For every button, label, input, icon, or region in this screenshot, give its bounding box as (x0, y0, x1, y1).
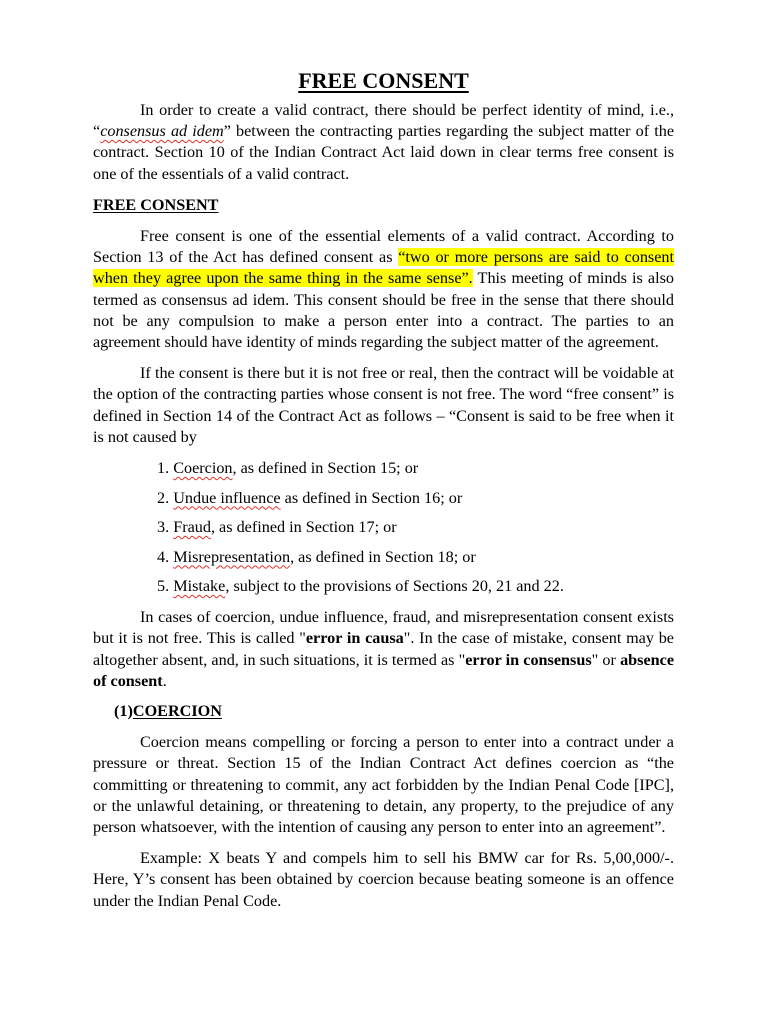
error-text-a: In cases of coercion, undue influence, fraud, and misrepresentation consent exists but it is not free. This is called " (93, 608, 674, 648)
bold-error-in-causa: error in causa (305, 629, 404, 648)
list-term: Fraud (173, 518, 211, 537)
list-number: 3. (157, 518, 170, 537)
list-number: 5. (157, 577, 170, 596)
intro-text-a: In order to create a valid contract, there should be perfect identity of mind, i.e., “ (93, 101, 674, 141)
list-text: , as defined in Section 15; or (232, 459, 419, 478)
subsection-title: COERCION (132, 702, 222, 721)
example-paragraph: Example: X beats Y and compels him to sell his BMW car for Rs. 5,00,000/-. Here, Y’s consent has been obtained by coercion because beating someone is an offence under the Indian Penal Code. (93, 849, 674, 910)
definition-text-b: This meeting of minds is also termed as consensus ad idem. This consent should be free in the sense that there should not be any compulsion to make a person enter into a contract. The parties to an agreement should have identity of minds regarding the subject matter of the agreement. (93, 269, 674, 352)
error-text-d: " or (591, 650, 621, 669)
highlighted-definition: “two or more persons are said to consent when they agree upon the same thing in the same sense”. (93, 248, 675, 288)
list-text: , as defined in Section 17; or (210, 518, 397, 537)
list-number: 4. (157, 547, 170, 566)
intro-paragraph (93, 100, 674, 185)
causes-list (93, 458, 674, 597)
document-body (93, 66, 674, 912)
list-number: 1. (157, 459, 170, 478)
bold-error-in-consensus: error in consensus (465, 650, 592, 669)
list-term: Mistake (173, 577, 226, 596)
list-item (93, 547, 674, 568)
coercion-paragraph: Coercion means compelling or forcing a person to enter into a contract under a pressure or threat. Section 15 of the Indian Contract Act defines coercion as “the committing or threatening to commit, any act forbidden by the Indian Penal Code [IPC], or the unlawful detaining, or threatening to detain, any property, to the prejudice of any person whatsoever, with the intention of causing any person to enter into an agreement”. (93, 733, 674, 837)
error-paragraph (93, 607, 674, 692)
document-title: FREE CONSENT (298, 68, 469, 93)
definition-text-a: Free consent is one of the essential elements of a valid contract. According to Section 13 of the Act has defined consent as (93, 227, 674, 267)
latin-term-consensus: consensus ad idem (100, 122, 224, 141)
list-term: Coercion (173, 459, 233, 478)
error-text-e: . (162, 671, 167, 690)
list-term: Undue influence (173, 488, 281, 507)
intro-text-b: ” between the contracting parties regarding the subject matter of the contract. Section 10 of the Indian Contract Act laid down in clear terms free consent is one of the essentials of a valid contract. (93, 122, 674, 183)
list-number: 2. (157, 488, 170, 507)
subsection-number: (1) (114, 702, 133, 721)
list-item (93, 488, 674, 509)
section-heading-free-consent: FREE CONSENT (93, 195, 219, 214)
bold-absence-of-consent: absence of consent (93, 650, 675, 690)
definition-paragraph (93, 226, 674, 353)
voidable-paragraph: If the consent is there but it is not free or real, then the contract will be voidable at the option of the contracting parties whose consent is not free. The word “free consent” is defined in Section 14 of the Contract Act as follows – “Consent is said to be free when it is not caused by (93, 364, 674, 446)
error-text-c: ". In the case of mistake, consent may be altogether absent, and, in such situations, it is termed as " (93, 629, 674, 669)
list-text: as defined in Section 16; or (280, 488, 463, 507)
list-item (93, 576, 674, 597)
list-text: , subject to the provisions of Sections 20, 21 and 22. (225, 577, 564, 596)
list-item (93, 458, 674, 479)
list-item (93, 517, 674, 538)
list-text: , as defined in Section 18; or (290, 547, 476, 566)
list-term: Misrepresentation (173, 547, 291, 566)
subsection-heading-coercion (93, 701, 674, 722)
